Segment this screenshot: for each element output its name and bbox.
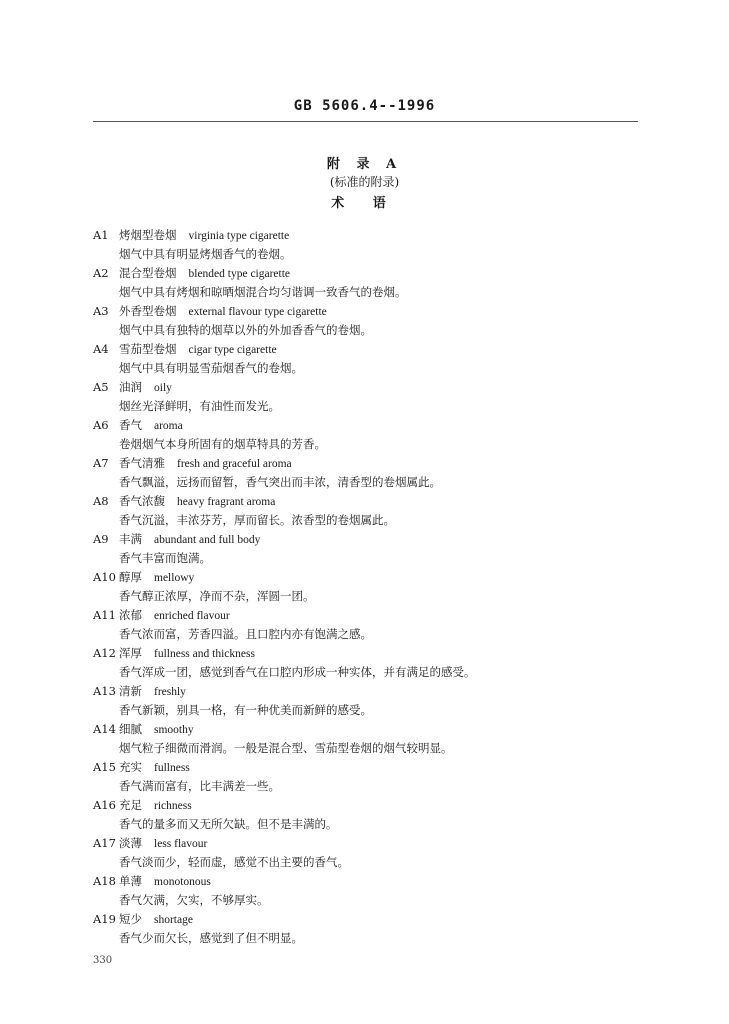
term-english: virginia type cigarette [188,230,290,242]
term-code: A17 [93,836,116,850]
term-english: aroma [154,420,183,432]
term-definition: 烟气中具有明显雪茄烟香气的卷烟。 [119,361,303,375]
term-english: cigar type cigarette [188,344,277,356]
term-chinese: 充实 [119,760,142,774]
term-chinese: 浓郁 [119,608,142,622]
term-chinese: 丰满 [119,532,142,546]
term-entry [93,682,653,720]
term-chinese: 香气 [119,418,142,432]
term-english: shortage [154,914,193,926]
term-code: A14 [93,722,116,736]
term-heading [93,834,653,853]
term-code: A4 [93,342,109,356]
term-heading [93,226,653,245]
term-heading [93,796,653,815]
term-entry [93,530,653,568]
term-english: abundant and full body [154,534,261,546]
term-chinese: 淡薄 [119,836,142,850]
term-definition: 香气新颖，别具一格，有一种优美而新鲜的感受。 [119,703,372,717]
term-chinese: 充足 [119,798,142,812]
term-entry [93,720,653,758]
term-chinese: 香气清雅 [119,456,165,470]
term-code: A10 [93,570,116,584]
term-entry [93,340,653,378]
term-entry [93,492,653,530]
term-entry [93,226,653,264]
term-code: A18 [93,874,116,888]
term-chinese: 醇厚 [119,570,142,584]
term-code: A3 [93,304,109,318]
term-code: A16 [93,798,116,812]
term-definition: 香气满而富有，比丰满差一些。 [119,779,280,793]
term-definition: 香气飘溢，远扬而留暂，香气突出而丰浓，清香型的卷烟属此。 [119,475,441,489]
term-english: smoothy [154,724,194,736]
term-entry [93,302,653,340]
term-heading [93,454,653,473]
term-heading [93,872,653,891]
term-heading [93,606,653,625]
annex-title: 附 录 A [326,157,403,172]
term-heading [93,264,653,283]
term-code: A8 [93,494,109,508]
term-code: A5 [93,380,109,394]
term-heading [93,530,653,549]
term-heading [93,378,653,397]
term-entry [93,416,653,454]
term-code: A12 [93,646,116,660]
term-entry [93,758,653,796]
term-english: fresh and graceful aroma [177,458,292,470]
term-entry [93,454,653,492]
term-english: richness [154,800,192,812]
term-definition: 香气少而欠长，感觉到了但不明显。 [119,931,303,945]
term-chinese: 外香型卷烟 [119,304,177,318]
term-entry [93,568,653,606]
term-chinese: 烤烟型卷烟 [119,228,177,242]
term-code: A15 [93,760,116,774]
term-code: A1 [93,228,109,242]
term-chinese: 香气浓馥 [119,494,165,508]
term-english: less flavour [154,838,208,850]
term-english: fullness and thickness [154,648,255,660]
term-code: A2 [93,266,109,280]
term-chinese: 油润 [119,380,142,394]
term-definition: 香气浓而富，芳香四溢。且口腔内亦有饱满之感。 [119,627,372,641]
term-heading [93,758,653,777]
standard-code: GB 5606.4--1996 [293,98,436,114]
term-chinese: 雪茄型卷烟 [119,342,177,356]
term-heading [93,644,653,663]
term-english: fullness [154,762,190,774]
term-heading [93,340,653,359]
term-definition: 香气醇正浓厚，净而不杂，浑圆一团。 [119,589,315,603]
term-definition: 香气淡而少，轻而虚，感觉不出主要的香气。 [119,855,349,869]
term-definition: 卷烟烟气本身所固有的烟草特具的芳香。 [119,437,326,451]
term-definition: 烟丝光泽鲜明，有油性而发光。 [119,399,280,413]
term-definition: 烟气粒子细微而滑润。一般是混合型、雪茄型卷烟的烟气较明显。 [119,741,453,755]
term-chinese: 混合型卷烟 [119,266,177,280]
term-english: blended type cigarette [188,268,291,280]
term-code: A7 [93,456,109,470]
term-english: oily [154,382,172,394]
term-entry [93,644,653,682]
term-heading [93,568,653,587]
term-code: A19 [93,912,116,926]
term-entry [93,796,653,834]
term-definition: 香气浑成一团，感觉到香气在口腔内形成一种实体，并有满足的感受。 [119,665,476,679]
term-english: monotonous [154,876,211,888]
term-english: freshly [154,686,186,698]
term-chinese: 清新 [119,684,142,698]
annex-subtitle: (标准的附录) [329,175,400,189]
term-entry [93,264,653,302]
term-english: enriched flavour [154,610,230,622]
terms-list [93,226,653,948]
term-definition: 烟气中具有明显烤烟香气的卷烟。 [119,247,292,261]
term-entry [93,606,653,644]
term-english: external flavour type cigarette [188,306,327,318]
term-heading [93,720,653,739]
term-definition: 香气沉溢，丰浓芬芳，厚而留长。浓香型的卷烟属此。 [119,513,395,527]
term-heading [93,910,653,929]
term-entry [93,378,653,416]
term-chinese: 浑厚 [119,646,142,660]
term-heading [93,302,653,321]
term-english: mellowy [154,572,195,584]
term-chinese: 单薄 [119,874,142,888]
term-heading [93,416,653,435]
term-code: A9 [93,532,109,546]
term-chinese: 细腻 [119,722,142,736]
term-definition: 烟气中具有烤烟和晾晒烟混合均匀谐调一致香气的卷烟。 [119,285,407,299]
term-entry [93,834,653,872]
term-english: heavy fragrant aroma [177,496,276,508]
term-code: A13 [93,684,116,698]
term-code: A6 [93,418,109,432]
term-heading [93,492,653,511]
term-definition: 香气的量多而又无所欠缺。但不是丰满的。 [119,817,338,831]
header-rule [93,121,638,122]
term-definition: 香气欠满，欠实，不够厚实。 [119,893,269,907]
term-entry [93,872,653,910]
term-heading [93,682,653,701]
term-definition: 烟气中具有独特的烟草以外的外加香香气的卷烟。 [119,323,372,337]
annex-heading: 术 语 [331,196,398,211]
term-entry [93,910,653,948]
term-chinese: 短少 [119,912,142,926]
term-code: A11 [93,608,116,622]
term-definition: 香气丰富而饱满。 [119,551,211,565]
page-number: 330 [93,955,113,966]
